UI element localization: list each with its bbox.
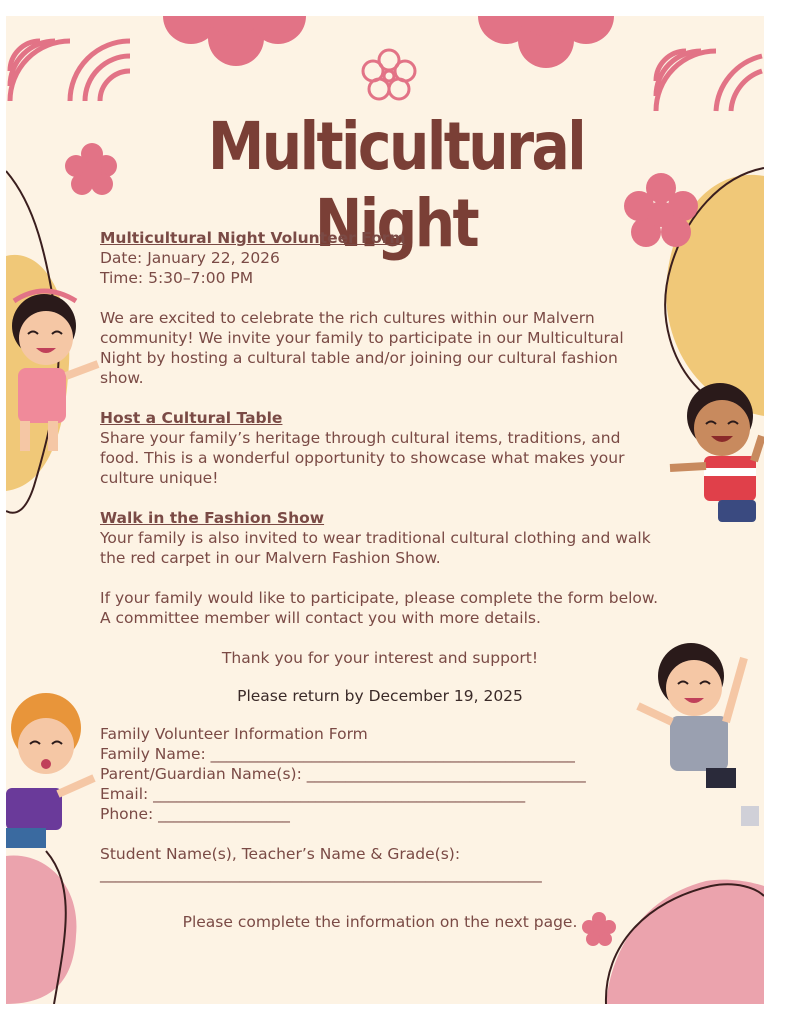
host-heading: Host a Cultural Table <box>100 409 283 427</box>
student-field[interactable]: _________________________________________________________ <box>100 865 542 883</box>
student-label: Student Name(s), Teacher’s Name & Grade(s): <box>100 845 461 863</box>
intro-paragraph: We are excited to celebrate the rich cultures within our Malvern community! We invite your family to participate in our Multicultural Night by hosting a cultural table and/or joining our cultural fashion show. <box>100 309 624 387</box>
footer-note: Please complete the information on the next page. <box>182 913 578 931</box>
flower-outline-icon <box>363 50 415 99</box>
event-time: Time: 5:30–7:00 PM <box>100 269 254 287</box>
flyer-page <box>6 16 764 1004</box>
flower-icon-left <box>65 143 117 195</box>
info-form-title: Family Volunteer Information Form <box>100 725 368 743</box>
host-text: Share your family’s heritage through cultural items, traditions, and food. This is a wonderful opportunity to showcase what makes your culture unique! <box>100 429 625 487</box>
form-heading: Multicultural Night Volunteer Form <box>100 229 406 247</box>
participate-paragraph: If your family would like to participate, please complete the form below. A committee member will contact you with more details. <box>100 589 659 627</box>
guardian-name-field[interactable]: Parent/Guardian Name(s): ____________________________________ <box>100 765 586 783</box>
return-by-text: Please return by December 19, 2025 <box>237 687 523 705</box>
flower-icon-top-right <box>478 16 614 68</box>
email-field[interactable]: Email: ________________________________________________ <box>100 785 526 803</box>
phone-field[interactable]: Phone: _________________ <box>100 805 290 823</box>
fashion-text: Your family is also invited to wear traditional cultural clothing and walk the red carpet in our Malvern Fashion Show. <box>100 529 651 567</box>
event-date: Date: January 22, 2026 <box>100 249 280 267</box>
spiral-icon <box>10 41 130 101</box>
family-name-field[interactable]: Family Name: _______________________________________________ <box>100 745 575 763</box>
flyer-content <box>100 228 660 932</box>
flower-icon-top-left <box>163 16 306 66</box>
page-title: Multicultural Night <box>207 108 585 262</box>
fashion-heading: Walk in the Fashion Show <box>100 509 325 527</box>
child-illustration-top-left <box>12 291 98 451</box>
child-illustration-right <box>670 383 762 522</box>
child-illustration-bottom-left <box>6 693 94 848</box>
spiral-icon-right <box>656 51 762 111</box>
thanks-text: Thank you for your interest and support! <box>221 649 539 667</box>
